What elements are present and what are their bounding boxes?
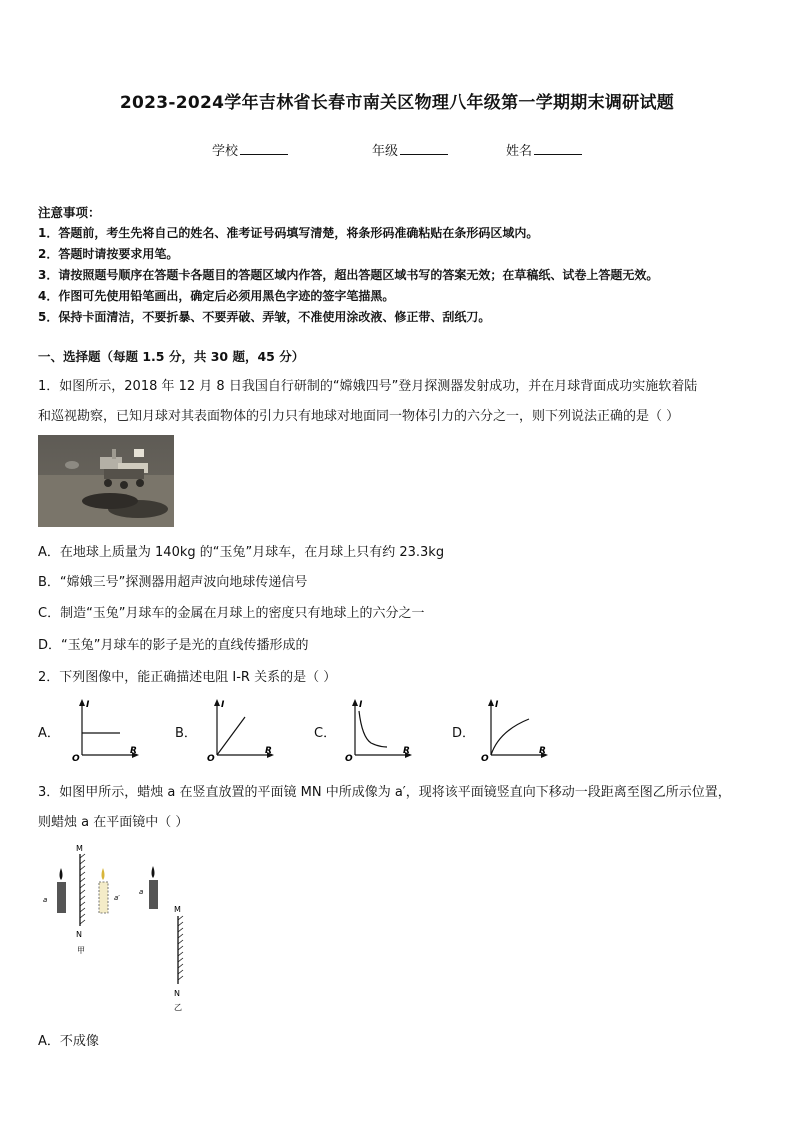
q1-option-a: A．在地球上质量为 140kg 的“玉兔”月球车，在月球上只有约 23.3kg bbox=[38, 545, 445, 560]
page-title: 2023-2024学年吉林省长春市南关区物理八年级第一学期期末调研试题 bbox=[119, 93, 675, 113]
candle-a-yi-label: a bbox=[139, 888, 144, 896]
q1-option-d: D．“玉兔”月球车的影子是光的直线传播形成的 bbox=[38, 638, 309, 653]
section-heading: 一、选择题（每题 1.5 分，共 30 题，45 分） bbox=[38, 349, 305, 364]
q3-option-a: A．不成像 bbox=[38, 1034, 99, 1049]
mirror-yi-top-label: M bbox=[174, 905, 181, 914]
q1-option-c: C．制造“玉兔”月球车的金属在月球上的密度只有地球上的六分之一 bbox=[38, 606, 425, 621]
lunar-rover-photo bbox=[38, 435, 174, 527]
notice-heading: 注意事项： bbox=[38, 205, 101, 220]
mirror-yi-bottom-label: N bbox=[174, 989, 180, 998]
candle-a-label: a bbox=[43, 896, 48, 904]
q3-mirror-figure bbox=[38, 838, 198, 1018]
origin-label: O bbox=[481, 754, 489, 763]
candle-image bbox=[99, 882, 108, 913]
figure-jia bbox=[43, 844, 120, 955]
axis-y-label: I bbox=[359, 700, 363, 710]
name-field bbox=[506, 140, 582, 159]
origin-label: O bbox=[345, 754, 353, 763]
q2-option-a-label: A． bbox=[38, 726, 60, 741]
axis-x-label: R bbox=[130, 746, 137, 756]
grade-label: 年级 bbox=[372, 144, 399, 159]
name-label: 姓名 bbox=[506, 144, 533, 159]
grade-blank bbox=[400, 142, 448, 155]
q2-graph-b bbox=[205, 697, 281, 763]
axis-y-label: I bbox=[86, 700, 90, 710]
q1-stem-line1: 1．如图所示，2018 年 12 月 8 日我国自行研制的“嫦娥四号”登月探测器发射成功，并在月球背面成功实施软着陆 bbox=[38, 379, 698, 394]
q2-stem: 2．下列图像中，能正确描述电阻 I-R 关系的是（ ） bbox=[38, 670, 337, 685]
q2-option-b-label: B． bbox=[175, 726, 197, 741]
axis-x-label: R bbox=[539, 746, 546, 756]
figure-yi bbox=[139, 866, 183, 1012]
q2-option-c-label: C． bbox=[314, 726, 337, 741]
origin-label: O bbox=[72, 754, 80, 763]
figure-yi-label: 乙 bbox=[174, 1003, 182, 1012]
q1-option-b: B．“嫦娥三号”探测器用超声波向地球传递信号 bbox=[38, 575, 308, 590]
q1-stem-line2: 和巡视勘察，已知月球对其表面物体的引力只有地球对地面同一物体引力的六分之一，则下列说法正确的是（ ） bbox=[38, 409, 680, 424]
candle-a-yi bbox=[149, 880, 158, 909]
q3-stem-line2: 则蜡烛 a 在平面镜中（ ） bbox=[38, 815, 189, 830]
q3-stem-line1: 3．如图甲所示，蜡烛 a 在竖直放置的平面镜 MN 中所成像为 a′，现将该平面镜竖直向下移动一段距离至图乙所示位置， bbox=[38, 785, 731, 800]
q2-graph-a bbox=[70, 697, 146, 763]
origin-label: O bbox=[207, 754, 215, 763]
notice-item: 4．作图可先使用铅笔画出，确定后必须用黑色字迹的签字笔描黑。 bbox=[38, 289, 395, 303]
school-label: 学校 bbox=[212, 144, 239, 159]
notice-item: 5．保持卡面清洁，不要折暴、不要弄破、弄皱，不准使用涂改液、修正带、刮纸刀。 bbox=[38, 310, 491, 324]
axis-y-label: I bbox=[495, 700, 499, 710]
notice-item: 1．答题前，考生先将自己的姓名、准考证号码填写清楚，将条形码准确粘贴在条形码区域内。 bbox=[38, 226, 539, 240]
axis-x-label: R bbox=[403, 746, 410, 756]
q2-option-d-label: D． bbox=[452, 726, 476, 741]
notice-item: 3．请按照题号顺序在答题卡各题目的答题区域内作答，超出答题区域书写的答案无效；在草稿纸、试卷上答题无效。 bbox=[38, 268, 659, 282]
candle-a bbox=[57, 882, 66, 913]
q2-graph-c bbox=[343, 697, 419, 763]
notice-item: 2．答题时请按要求用笔。 bbox=[38, 247, 179, 261]
school-field bbox=[212, 140, 288, 159]
mirror-top-label: M bbox=[76, 844, 83, 853]
axis-x-label: R bbox=[265, 746, 272, 756]
candle-image-label: a′ bbox=[114, 894, 120, 902]
q2-graph-d bbox=[479, 697, 555, 763]
axis-y-label: I bbox=[221, 700, 225, 710]
school-blank bbox=[240, 142, 288, 155]
grade-field bbox=[372, 140, 448, 159]
mirror-bottom-label: N bbox=[76, 930, 82, 939]
name-blank bbox=[534, 142, 582, 155]
figure-jia-label: 甲 bbox=[77, 946, 85, 955]
